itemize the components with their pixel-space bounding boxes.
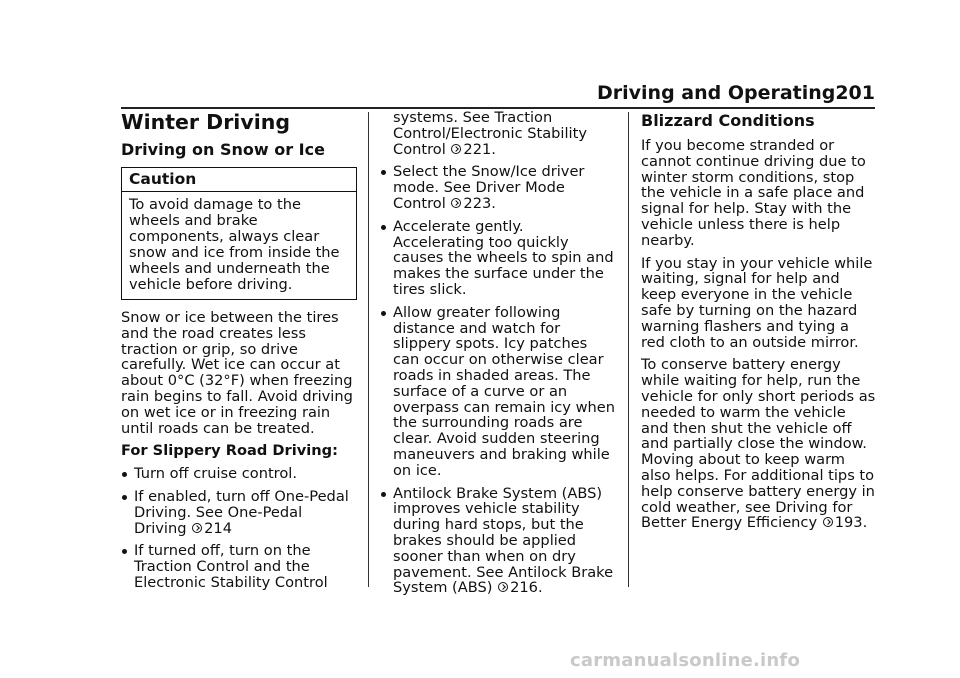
list-item-text: If turned off, turn on the Traction Control and the Electronic Stability Control	[134, 542, 328, 591]
caution-box	[121, 167, 357, 300]
column-1	[121, 110, 357, 598]
page-reference-icon	[451, 144, 461, 154]
page-reference-icon	[498, 582, 508, 592]
list-heading: For Slippery Road Driving:	[121, 442, 338, 460]
page-reference-link[interactable]: 214	[204, 519, 232, 537]
watermark: carmanualsonline.info	[570, 650, 801, 671]
bullet-icon	[122, 495, 127, 500]
list-item-text: Antilock Brake System (ABS) improves vehicle stability during hard stops, but the brakes should be applied sooner than when on dry pavement. See Antilock Brake System (ABS)	[393, 484, 614, 597]
list-item-text: Turn off cruise control.	[134, 465, 297, 483]
page-reference-icon	[823, 517, 833, 527]
list-item-text: If enabled, turn off One-Pedal Driving. See One-Pedal Driving	[134, 487, 349, 537]
page-reference-icon	[451, 198, 461, 208]
header-title: Driving and Operating	[597, 82, 836, 104]
page-reference-link[interactable]: 223.	[463, 194, 496, 212]
column-2	[380, 110, 618, 603]
section-title: Winter Driving	[121, 110, 290, 134]
page-reference-icon	[192, 523, 202, 533]
list-item	[380, 305, 618, 479]
caution-text: To avoid damage to the wheels and brake components, always clear snow and ice from inside the wheels and underneath the vehicle before driving.	[129, 196, 340, 293]
bullet-icon	[122, 549, 127, 554]
list-item	[121, 543, 357, 590]
column-divider-2	[628, 112, 629, 587]
list-item-text: Allow greater following distance and watch for slippery spots. Icy patches can occur on otherwise clear roads in shaded areas. The surface of a curve or an overpass can remain icy when the surrounding roads are clear. Avoid sudden steering maneuvers and braking while on ice.	[393, 303, 615, 479]
bullet-list	[121, 466, 357, 591]
continuation-text: systems. See Traction Control/Electronic Stability Control	[393, 109, 587, 158]
subsection-title: Driving on Snow or Ice	[121, 140, 325, 159]
paragraph: Snow or ice between the tires and the road creates less traction or grip, so drive carefully. Wet ice can occur at about 0°C (32°F) when freezing rain begins to fall. Avoid driving on wet ice or in freezing rain until roads can be treated.	[121, 309, 353, 437]
bullet-list	[380, 164, 618, 596]
page-reference-link[interactable]: 193.	[834, 514, 868, 532]
paragraph: If you stay in your vehicle while waiting, signal for help and keep everyone in the vehicle safe by turning on the hazard warning flashers and tying a red cloth to an outside mirror.	[641, 254, 873, 351]
list-item	[121, 489, 357, 536]
list-item-text: Accelerate gently. Accelerating too quickly causes the wheels to spin and makes the surface under the tires slick.	[393, 217, 614, 298]
page-number: 201	[835, 82, 875, 104]
list-item	[380, 219, 618, 298]
bullet-icon	[381, 170, 386, 175]
bullet-icon	[381, 225, 386, 230]
page-reference-link[interactable]: 216.	[510, 579, 543, 597]
list-item	[380, 164, 618, 211]
list-item-text: Select the Snow/Ice driver mode. See Driver Mode Control	[393, 163, 585, 212]
paragraph	[641, 357, 877, 531]
list-item	[380, 486, 618, 597]
paragraph: If you become stranded or cannot continue driving due to winter storm conditions, stop the vehicle in a safe place and signal for help. Stay with the vehicle unless there is help nearby.	[641, 137, 866, 249]
bullet-icon	[381, 311, 386, 316]
caution-heading: Caution	[122, 168, 356, 192]
page-reference-link[interactable]: 221.	[463, 140, 496, 158]
bullet-icon	[381, 492, 386, 497]
bullet-icon	[122, 472, 127, 477]
column-divider-1	[368, 112, 369, 587]
paragraph-text: To conserve battery energy while waiting for help, run the vehicle for only short periods as needed to warm the vehicle and then shut the vehicle off and partially close the window. Moving about to keep warm also helps. For additional tips to help conserve battery energy in cold weather, see Driving for Better Energy Efficiency	[641, 356, 876, 532]
list-item-continuation	[393, 110, 618, 157]
column-3	[641, 110, 877, 538]
page-header	[121, 82, 875, 108]
list-item	[121, 466, 357, 482]
subsection-title: Blizzard Conditions	[641, 111, 815, 130]
